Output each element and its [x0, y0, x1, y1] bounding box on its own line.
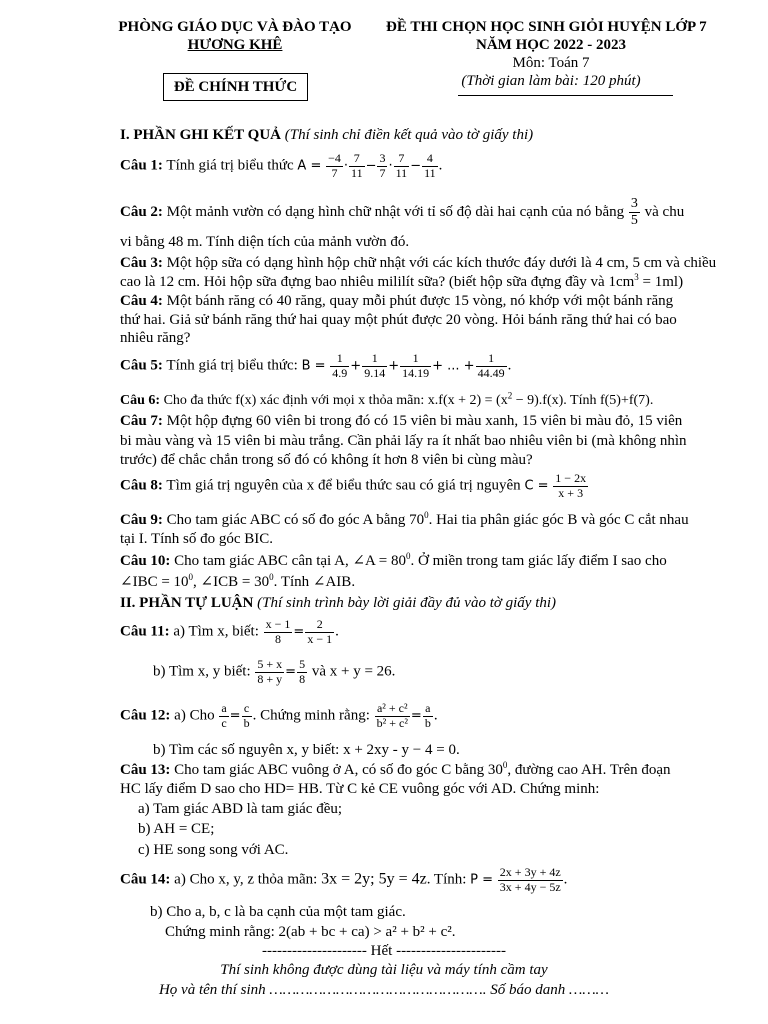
part1-heading [120, 126, 728, 146]
q1-text: Tính giá trị biểu thức [166, 157, 294, 174]
q11a-frac1: $\frac{x - 1}{8}$ [265, 617, 291, 646]
q1-frac1: $\frac{-4}{7}$ [328, 151, 341, 180]
question-14b-cont: Chứng minh rằng: 2(ab + bc + ca) > a² + b² + c². [165, 924, 456, 940]
q11a-eq: = [293, 624, 305, 640]
q11b-eq: = [285, 664, 297, 680]
q14a-text: a) Cho x, y, z thỏa mãn: [174, 871, 318, 888]
q10-sup2: 0 [188, 572, 194, 582]
q9-text1: Cho tam giác ABC có số đo góc A bằng 70 [166, 512, 425, 528]
q5-term3: $\frac{1}{14.19}$ [402, 351, 430, 380]
q8-text: Tìm giá trị nguyên của x để biểu thức sau có giá trị nguyên [166, 477, 521, 494]
header-rule [458, 95, 673, 96]
q8-frac: $\frac{1 - 2x}{x + 3}$ [555, 471, 587, 500]
q7-text1: Một hộp đựng 60 viên bi trong đó có 15 viên bi màu xanh, 15 viên bi màu đỏ, 15 viên [166, 413, 683, 429]
q12a-text: a) Cho [174, 707, 215, 724]
q8-label: Câu 8: [120, 477, 163, 494]
q11b-tail: và x + y = 26. [311, 663, 396, 680]
q12a-frac3: $\frac{\text{a² + c²}}{\text{b² + c²}}$ [376, 701, 408, 730]
question-2-cont: vi bằng 48 m. Tính diện tích của mảnh vườn đó. [120, 234, 410, 250]
q13-label: Câu 13: [120, 762, 171, 778]
end-marker: --------------------- Hết ---------------------- [262, 943, 506, 959]
q11b-frac1: $\frac{5 + x}{8 + y}$ [257, 657, 283, 686]
q10-sup3: 0 [269, 572, 274, 582]
q11b-frac2: $\frac{5}{8}$ [299, 657, 306, 686]
school-year: NĂM HỌC 2022 - 2023 [476, 37, 626, 53]
q5-term1: $\frac{1}{4.9}$ [332, 351, 348, 380]
question-13c: c) HE song song với AC. [138, 842, 289, 858]
q10-text1: Cho tam giác ABC cân tại A, [174, 553, 349, 569]
q14-var: P = [470, 872, 494, 888]
q6-label: Câu 6: [120, 393, 161, 408]
q6-expr1: x.f(x + 2) = (x [427, 393, 508, 408]
q1-op2: − [365, 158, 377, 174]
q9-text2: . Hai tia phân giác góc B và góc C cắt nhau [428, 512, 689, 528]
question-8 [120, 472, 728, 501]
question-7-cont2: trước) để chắc chắn trong số đó có không ít hơn 8 viên bi cùng màu? [120, 452, 533, 468]
q3-text1: Một hộp sữa có dạng hình hộp chữ nhật với các kích thước đáy dưới là 4 cm, 5 cm và chiều [166, 255, 717, 271]
q3-text3: = 1ml) [638, 274, 684, 290]
question-2 [120, 196, 728, 229]
time-limit: (Thời gian làm bài: 120 phút) [461, 73, 641, 89]
question-11b [153, 658, 395, 687]
question-11a [120, 618, 728, 647]
q14a-end: . [563, 871, 568, 888]
q11a-frac2: $\frac{2}{x - 1}$ [307, 617, 333, 646]
part2-note: (Thí sinh trình bày lời giải đầy đủ vào tờ giấy thi) [257, 595, 557, 611]
q12a-frac2: $\frac{c}{b}$ [243, 701, 250, 730]
q14-label: Câu 14: [120, 871, 171, 888]
q5-dots: + ... + [432, 358, 475, 374]
q3-label: Câu 3: [120, 255, 163, 271]
q8-var: C = [524, 478, 549, 494]
q12a-frac4: $\frac{a}{b}$ [424, 701, 431, 730]
question-4-cont2: nhiêu răng? [120, 330, 191, 346]
q14a-frac: $\frac{2x + 3y + 4z}{3x + 4y - 5z}$ [499, 865, 561, 894]
official-exam-box: ĐỀ CHÍNH THỨC [163, 73, 308, 101]
q12a-text2: . Chứng minh rằng: [252, 707, 370, 724]
question-4 [120, 292, 728, 312]
q11a-text: a) Tìm x, biết: [173, 623, 259, 640]
q10-text3: . Tính [273, 574, 310, 590]
q4-label: Câu 4: [120, 293, 163, 309]
q1-op3: · [388, 158, 393, 174]
q5-text: Tính giá trị biểu thức: [166, 357, 298, 374]
q12a-frac1: $\frac{a}{c}$ [221, 701, 227, 730]
footer-note: Thí sinh không được dùng tài liệu và máy tính cầm tay [220, 962, 548, 978]
q12a-eq2: = [410, 708, 422, 724]
q3-text2: cao là 12 cm. Hỏi hộp sữa đựng bao nhiêu mililít sữa? (biết hộp sữa đựng đầy và 1cm [120, 274, 635, 290]
q6-expr2: − 9).f(x). Tính f(5)+f(7). [512, 393, 654, 408]
question-13 [120, 761, 728, 781]
q10-eq2: ∠IBC = 10 [120, 574, 189, 590]
q10-label: Câu 10: [120, 553, 171, 569]
q2-ratio: $\frac{3}{5}$ [630, 196, 638, 229]
q1-frac5: $\frac{4}{11}$ [424, 151, 436, 180]
q10-end: . [351, 574, 356, 590]
question-13a: a) Tam giác ABD là tam giác đều; [138, 801, 343, 817]
q14a-calc: . Tính: [426, 871, 467, 888]
q1-label: Câu 1: [120, 157, 163, 174]
q12a-eq1: = [229, 708, 241, 724]
q5-plus1: + [350, 358, 362, 374]
question-14b: b) Cho a, b, c là ba cạnh của một tam giác. [150, 904, 406, 920]
question-12a [120, 702, 728, 731]
q10-eq3: , ∠ICB = 30 [193, 574, 270, 590]
q12a-end: . [433, 707, 438, 724]
question-1 [120, 152, 728, 181]
q13-sup: 0 [502, 760, 508, 770]
question-12b: b) Tìm các số nguyên x, y biết: x + 2xy - y − 4 = 0. [153, 742, 460, 758]
q13-text2: , đường cao AH. Trên đoạn [507, 762, 671, 778]
q1-op4: − [410, 158, 422, 174]
question-5 [120, 352, 728, 381]
q1-end: . [438, 157, 443, 174]
question-14a [120, 866, 728, 895]
q4-text1: Một bánh răng có 40 răng, quay mỗi phút được 15 vòng, nó khớp với một bánh răng [166, 293, 674, 309]
q1-frac4: $\frac{7}{11}$ [395, 151, 408, 180]
part2-title: II. PHẦN TỰ LUẬN [120, 595, 254, 611]
part1-note: (Thí sinh chỉ điền kết quả vào tờ giấy thi) [284, 127, 534, 143]
q1-frac2: $\frac{7}{11}$ [351, 151, 363, 180]
q10-text2: . Ở miền trong tam giác lấy điểm I sao cho [410, 553, 667, 569]
q2-label: Câu 2: [120, 204, 163, 221]
part2-heading [120, 594, 728, 614]
exam-title: ĐỀ THI CHỌN HỌC SINH GIỎI HUYỆN LỚP 7 [386, 19, 707, 35]
district-name: HƯƠNG KHÊ [187, 37, 283, 53]
q1-frac3: $\frac{3}{7}$ [379, 151, 386, 180]
q13-text1: Cho tam giác ABC vuông ở A, có số đo góc C bằng 30 [170, 762, 503, 778]
q5-label: Câu 5: [120, 357, 163, 374]
q10-eq4: ∠AIB [312, 574, 352, 590]
q9-label: Câu 9: [120, 512, 163, 528]
q7-label: Câu 7: [120, 413, 163, 429]
q5-plus2: + [388, 358, 400, 374]
q2-text2: và chu [644, 204, 685, 221]
q11a-end: . [335, 623, 339, 640]
question-10 [120, 552, 728, 572]
q5-term2: $\frac{1}{9.14}$ [364, 351, 386, 380]
q14a-eq: 3x = 2y; 5y = 4z [321, 870, 427, 888]
q10-sup1: 0 [406, 551, 411, 561]
question-7 [120, 412, 728, 432]
department-name: PHÒNG GIÁO DỤC VÀ ĐÀO TẠO [118, 19, 352, 35]
q11-label: Câu 11: [120, 623, 170, 640]
q5-end: . [507, 357, 512, 374]
q5-term4: $\frac{1}{44.49}$ [477, 351, 505, 380]
question-3 [120, 254, 728, 274]
q3-sup: 3 [634, 272, 639, 282]
part1-title: I. PHẦN GHI KẾT QUẢ [120, 127, 281, 143]
question-9 [120, 511, 728, 531]
q6-sup: 2 [507, 390, 513, 401]
q5-var: B = [301, 358, 326, 374]
q1-op1: · [343, 158, 349, 174]
q12-label: Câu 12: [120, 707, 171, 724]
question-13b: b) AH = CE; [138, 821, 215, 837]
question-4-cont1: thứ hai. Giả sử bánh răng thứ hai quay một phút được 20 vòng. Hỏi bánh răng thứ hai có bao [120, 312, 677, 328]
question-9-cont: tại I. Tính số đo góc BIC. [120, 531, 274, 547]
candidate-info: Họ và tên thí sinh …………………………………………. Số báo danh ……… [158, 982, 610, 998]
subject: Môn: Toán 7 [512, 55, 590, 71]
q1-var: A = [297, 158, 322, 174]
question-7-cont1: bi màu vàng và 15 viên bi màu trắng. Cần phải lấy ra ít nhất bao nhiêu viên bi (mà không nhìn [120, 433, 687, 449]
q6-text: Cho đa thức f(x) xác định với mọi x thỏa mãn: [163, 393, 425, 408]
question-3-cont [120, 273, 728, 293]
question-10-cont [120, 573, 728, 593]
question-13-cont: HC lấy điểm D sao cho HD= HB. Từ C kẻ CE vuông góc với AD. Chứng minh: [120, 781, 600, 797]
q2-text1: Một mảnh vườn có dạng hình chữ nhật với tỉ số độ dài hai cạnh của nó bằng [166, 204, 625, 221]
q9-sup: 0 [424, 510, 429, 520]
question-6 [120, 392, 728, 410]
q10-eq1: ∠A = 80 [352, 553, 407, 569]
q11b-text: b) Tìm x, y biết: [153, 663, 251, 680]
